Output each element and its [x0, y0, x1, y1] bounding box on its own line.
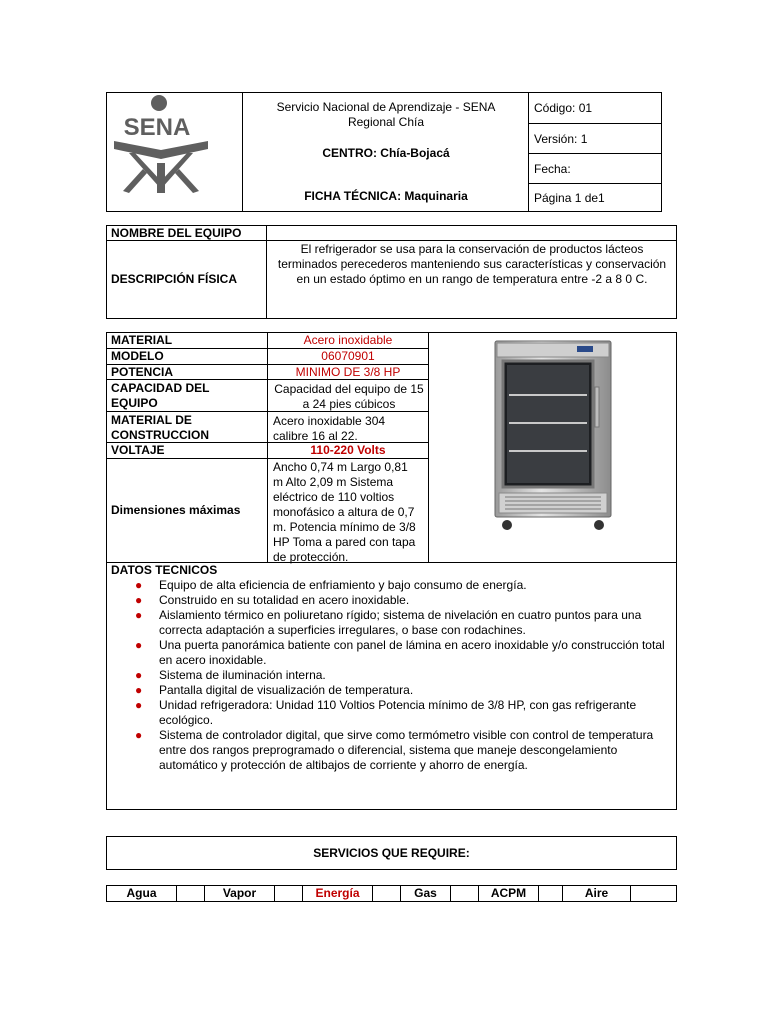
header-center-cell: [243, 93, 529, 211]
document-header: [106, 92, 662, 212]
code-field: Código: 01: [534, 101, 593, 115]
service-energy-check: [373, 886, 401, 901]
capacity-value: Capacidad del equipo de 15 a 24 pies cúbicos: [274, 382, 424, 411]
power-value: MINIMO DE 3/8 HP: [295, 365, 401, 379]
header-right-cell: [529, 93, 662, 211]
service-air: Aire: [563, 886, 631, 901]
service-water: Agua: [107, 886, 177, 901]
list-item: ● Equipo de alta eficiencia de enfriamiento y bajo consumo de energía.: [135, 578, 527, 592]
technical-list: [107, 578, 667, 773]
version-field: Versión: 1: [529, 123, 662, 153]
specs-table: [106, 332, 677, 810]
services-title-box: [106, 836, 677, 870]
refrigerator-image: [491, 337, 615, 533]
construction-value: Acero inoxidable 304 calibre 16 al 22.: [273, 414, 386, 443]
sena-logo: [107, 93, 243, 211]
service-air-check: [631, 886, 676, 901]
list-item: ● Sistema de iluminación interna.: [135, 668, 326, 682]
dimensions-label: Dimensiones máximas: [111, 503, 241, 517]
logo-cell: [107, 93, 243, 211]
voltage-label: VOLTAJE: [111, 443, 165, 457]
name-label: NOMBRE DEL EQUIPO: [107, 226, 267, 241]
institution-name: Servicio Nacional de Aprendizaje - SENA: [276, 100, 496, 114]
list-item: ● Unidad refrigeradora: Unidad 110 Voltios Potencia mínimo de 3/8 HP, con gas refrigerante ecológico.: [135, 698, 637, 727]
material-label: MATERIAL: [111, 333, 173, 347]
dimensions-value: Ancho 0,74 m Largo 0,81 m Alto 2,09 m Sistema eléctrico de 110 voltios monofásico a altura de 0,7 m. Potencia mínimo de 3/8 HP Toma a pared con tapa de protección.: [273, 460, 416, 564]
list-item: ● Pantalla digital de visualización de temperatura.: [135, 683, 414, 697]
list-item: ● Una puerta panorámica batiente con panel de lámina en acero inoxidable y/o construcción total en acero inoxidable.: [135, 638, 665, 667]
name-row: [107, 226, 676, 241]
service-steam: Vapor: [205, 886, 275, 901]
page-field: Página 1 de1: [529, 183, 662, 211]
capacity-label: CAPACIDAD DEL EQUIPO: [111, 381, 210, 410]
material-value: Acero inoxidable: [303, 333, 393, 347]
model-label: MODELO: [111, 349, 164, 363]
model-value: 06070901: [321, 349, 375, 363]
service-acpm-check: [539, 886, 563, 901]
construction-label: MATERIAL DE CONSTRUCCION: [111, 413, 209, 442]
service-acpm: ACPM: [479, 886, 539, 901]
service-water-check: [177, 886, 205, 901]
service-gas: Gas: [401, 886, 451, 901]
description-label: DESCRIPCIÓN FÍSICA: [107, 241, 267, 318]
service-gas-check: [451, 886, 479, 901]
name-value: [267, 226, 676, 241]
services-title: SERVICIOS QUE REQUIRE:: [313, 846, 470, 860]
voltage-value: 110-220 Volts: [310, 443, 386, 457]
service-energy: Energía: [303, 886, 373, 901]
region-name: Regional Chía: [347, 115, 425, 129]
sheet-title: FICHA TÉCNICA: Maquinaria: [304, 189, 468, 203]
list-item: ● Sistema de controlador digital, que sirve como termómetro visible con control de temperatura entre dos rangos preprogramado o diferencial, sistema que maneje descongelamiento automático y protección de altibajos de corriente y ahorro de energía.: [135, 728, 654, 772]
technical-title: DATOS TECNICOS: [111, 563, 218, 577]
list-item: ● Construido en su totalidad en acero inoxidable.: [135, 593, 410, 607]
services-row: [106, 885, 677, 902]
date-field: Fecha:: [529, 153, 662, 183]
center-name: CENTRO: Chía-Bojacá: [322, 146, 450, 160]
logo-text: SENA: [123, 114, 191, 141]
description-value: El refrigerador se usa para la conservación de productos lácteos terminados perecederos manteniendo sus características y conservación en un estado óptimo en un rango de temperatura entre -2 a 8 0 C.: [277, 242, 667, 286]
power-label: POTENCIA: [111, 365, 174, 379]
service-steam-check: [275, 886, 303, 901]
list-item: ● Aislamiento térmico en poliuretano rígido; sistema de nivelación en cuatro puntos para una correcta adaptación a superficies irregulares, o base con rodachines.: [135, 608, 642, 637]
equipment-table: [106, 225, 677, 319]
